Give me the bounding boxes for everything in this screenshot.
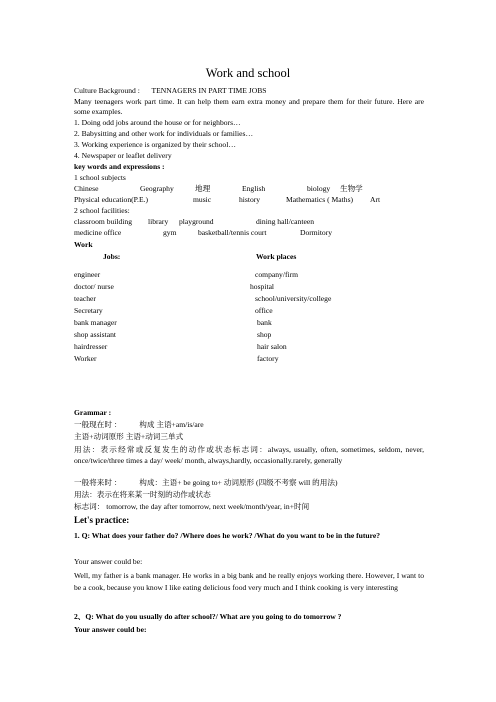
page-title: Work and school — [205, 66, 291, 80]
practice-heading: Let's practice: — [74, 515, 130, 525]
future-label: 一般将来时 ： — [74, 478, 122, 487]
job-name: Worker — [74, 354, 97, 363]
example-item: 4. Newspaper or leaflet delivery — [74, 151, 172, 160]
subject-item: Chinese — [74, 184, 99, 193]
facility-item: Dormitory — [300, 228, 333, 237]
subjects-title: 1 school subjects — [74, 173, 126, 182]
subject-item: Geography — [140, 184, 174, 193]
facilities-row-2 — [74, 228, 424, 238]
subject-item: 地理 — [195, 184, 211, 193]
question-1: 1. Q: What does your father do? /Where does he work? /What do you want to be in the future? — [74, 531, 381, 540]
subject-item: Mathematics ( Maths) — [286, 195, 354, 204]
work-row — [74, 342, 424, 352]
work-place: bank — [257, 318, 272, 327]
present-usage: 用法：表示经常或反复发生的动作或状态标志词：always, usually, often, sometimes, seldom, never, once/twice/three times a day/ week/ month, always,hardly, occasionally.rarely, generally — [74, 445, 424, 465]
answer-label-2: Your answer could be: — [74, 625, 147, 634]
job-name: Secretary — [74, 306, 103, 315]
question-2: 2、Q: What do you usually do after school?/ What are you going to do tomorrow ? — [74, 612, 342, 621]
subject-item: 生物学 — [340, 184, 363, 193]
work-place: company/firm — [255, 270, 299, 279]
facilities-title: 2 school facilities: — [74, 206, 130, 215]
subject-item: Physical education(P.E.) — [74, 195, 149, 204]
job-name: shop assistant — [74, 330, 116, 339]
subject-item: Art — [370, 195, 381, 204]
culture-background-line — [74, 86, 267, 96]
future-usage: 用法：表示在将来某一时刻的动作或状态 — [74, 490, 211, 499]
work-place: hair salon — [257, 342, 287, 351]
work-heading: Work — [74, 240, 93, 249]
facility-item: library — [148, 217, 169, 226]
signal-words: 标志词： tomorrow, the day after tomorrow, next week/month/year, in+时间 — [74, 502, 310, 511]
subject-item: biology — [307, 184, 331, 193]
present-form: 构成 主语+am/is/are — [139, 420, 204, 429]
facilities-row — [74, 217, 424, 227]
example-item: 3. Working experience is organized by their school… — [74, 140, 236, 149]
facility-item: dining hall/canteen — [256, 217, 314, 226]
job-name: bank manager — [74, 318, 117, 327]
grammar-heading: Grammar : — [74, 408, 112, 417]
work-row — [74, 306, 424, 316]
work-place: shop — [257, 330, 272, 339]
culture-intro: Many teenagers work part time. It can help them earn extra money and prepare them for their future. Here are some examples. — [74, 97, 424, 116]
subject-item: English — [242, 184, 266, 193]
future-tense-line — [74, 478, 337, 488]
answer-1: Well, my father is a bank manager. He works in a big bank and he really enjoys working there. However, I want to be a cook, because you know I like eating delicious food very much and I think cooking is very interesting — [74, 571, 424, 592]
work-row — [74, 354, 424, 364]
present-label: 一般现在时 ： — [74, 420, 122, 429]
facility-item: basketball/tennis court — [198, 228, 267, 237]
facility-item: playground — [179, 217, 214, 226]
work-row — [74, 294, 424, 304]
facility-item: gym — [163, 228, 177, 237]
work-row — [74, 270, 424, 280]
future-form: 构成：主语+ be going to+ 动词原形 (四级不考察 will 的用法) — [139, 478, 338, 487]
work-row — [74, 330, 424, 340]
subjects-row-2 — [74, 195, 424, 205]
subject-item: history — [239, 195, 261, 204]
culture-label: Culture Background : — [74, 86, 140, 95]
work-place: office — [255, 306, 273, 315]
job-name: hairdresser — [74, 342, 108, 351]
present-tense-line — [74, 420, 204, 430]
work-row — [74, 318, 424, 328]
example-item: 2. Babysitting and other work for individuals or families… — [74, 129, 254, 138]
example-item: 1. Doing odd jobs around the house or for neighbors… — [74, 118, 241, 127]
work-place: factory — [257, 354, 279, 363]
job-name: engineer — [74, 270, 101, 279]
work-row — [74, 282, 424, 292]
work-place: hospital — [250, 282, 275, 291]
work-place: school/university/college — [255, 294, 332, 303]
answer-label: Your answer could be: — [74, 557, 143, 566]
culture-heading: TENNAGERS IN PART TIME JOBS — [151, 86, 267, 95]
job-name: teacher — [74, 294, 96, 303]
subjects-row — [74, 184, 424, 194]
facility-item: medicine office — [74, 228, 122, 237]
subject-item: music — [193, 195, 212, 204]
places-header: Work places — [256, 252, 297, 261]
work-table-header — [74, 252, 424, 262]
present-form-2: 主语+动词原形 主语+动词三单式 — [74, 432, 184, 441]
job-name: doctor/ nurse — [74, 282, 114, 291]
jobs-header: Jobs: — [103, 252, 121, 261]
facility-item: classroom building — [74, 217, 133, 226]
keywords-heading: key words and expressions : — [74, 162, 165, 171]
